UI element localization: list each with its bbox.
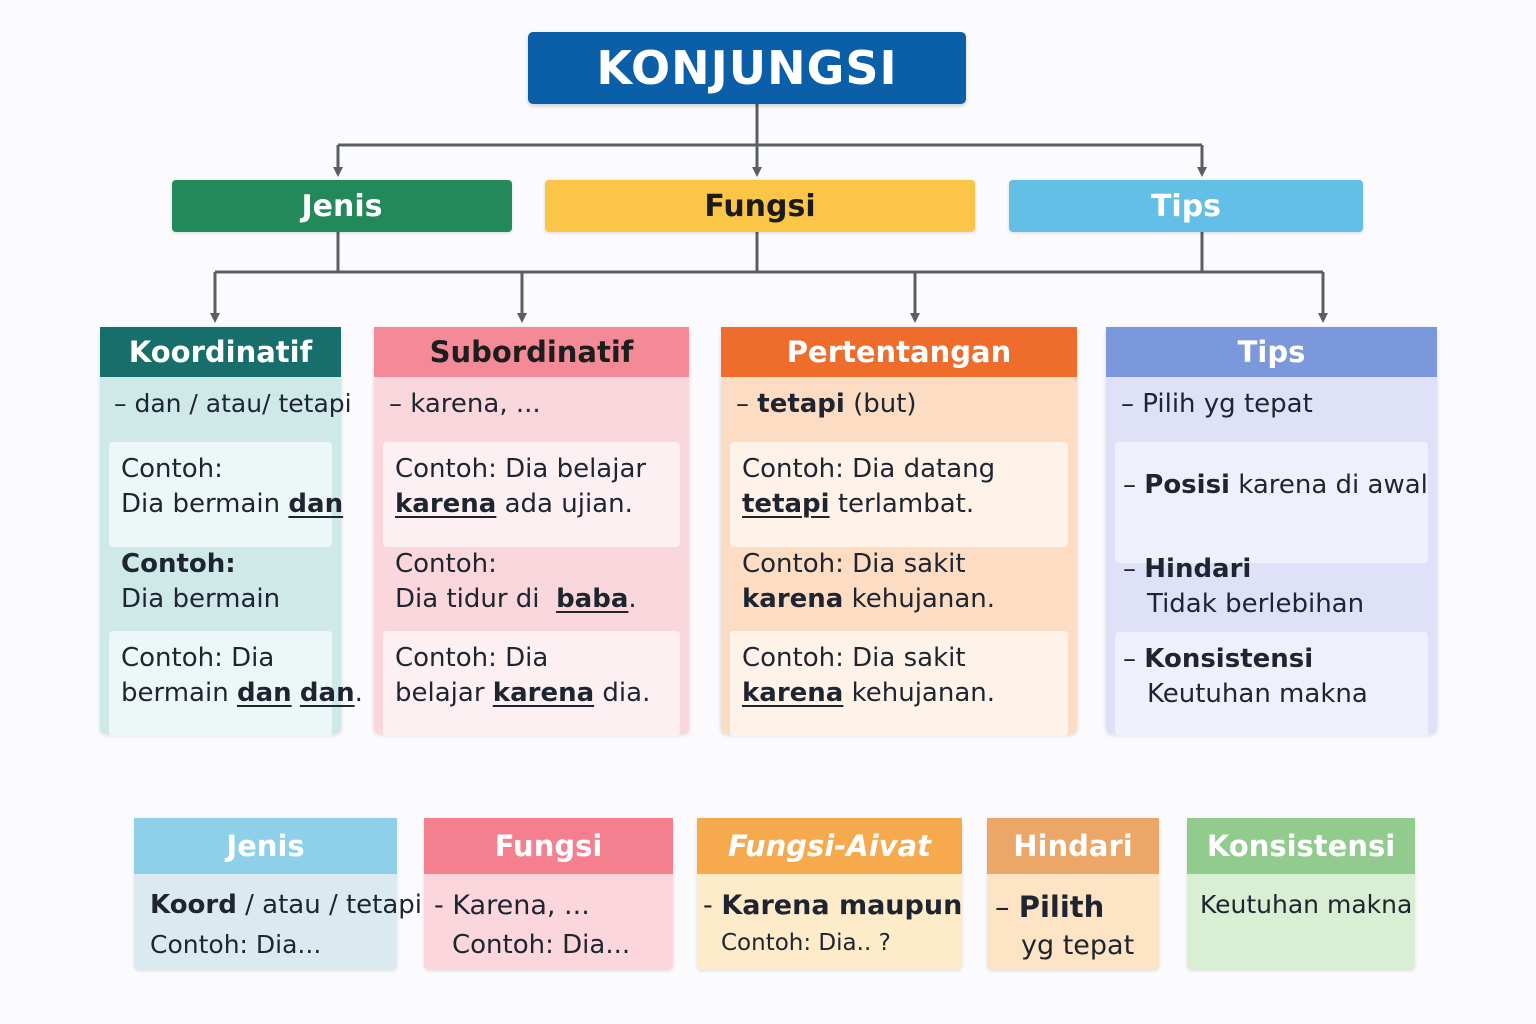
card-summary-line [736,389,1071,419]
card-heading: Subordinatif [374,327,689,377]
summary-heading: Fungsi [424,818,673,874]
summary-line [150,890,422,920]
card-summary-line: – karena, ... [389,389,541,419]
tip-text: Keutuhan makna [1147,679,1368,709]
example-text: belajar [395,678,493,708]
tip-text [1123,642,1416,677]
example-text: kehujanan. [843,584,996,614]
example-text [742,582,1056,617]
example-text: Contoh: Dia [395,643,549,673]
summary-text: / atau / tetapi [236,890,423,920]
card-summary-line: – dan / atau/ tetapi [114,389,352,418]
highlight-conjunction: dan [236,678,292,708]
highlight-conjunction: karena [742,678,844,708]
highlight-conjunction: tetapi [742,489,830,519]
example-text [395,487,668,522]
summary-line: Contoh: Dia... [150,930,322,959]
node-fungsi: Fungsi [545,180,975,232]
summary-card-konsistensi [1187,818,1415,970]
tip-text: Tidak berlebihan [1147,589,1365,619]
example-box [383,537,680,642]
highlight-conjunction: karena [742,584,844,614]
highlight-conjunction: baba [556,584,629,614]
example-box [730,442,1068,547]
card-heading: Koordinatif [100,327,341,377]
example-text: kehujanan. [843,678,996,708]
summary-line: - Karena, ... [434,890,590,921]
node-tips: Tips [1009,180,1363,232]
tip-text [1123,468,1428,503]
example-box [383,631,680,736]
tip-dash: – [1123,470,1145,500]
example-text: terlambat. [829,489,975,519]
node-jenis: Jenis [172,180,512,232]
summary-line: Contoh: Dia.. ? [721,930,891,956]
tip-keyword: Konsistensi [1144,644,1314,674]
summary-line [995,890,1104,924]
example-text: dia. [594,678,651,708]
card-pertentangan [721,327,1077,734]
summary-card-jenis [134,818,423,970]
card-tips [1106,327,1437,734]
summary-text: (but) [844,389,917,419]
tip-dash: – [1123,644,1145,674]
card-koordinatif [100,327,363,734]
summary-keyword: Koord [150,890,237,920]
card-heading: Tips [1106,327,1437,377]
page-title: KONJUNGSI [528,32,966,104]
highlight-conjunction: karena [395,489,497,519]
summary-keyword: Karena maupun [721,890,963,921]
tip-dash: – [1123,554,1145,584]
example-text: Contoh: Dia sakit [742,549,966,579]
summary-keyword: Pilith [1018,890,1105,924]
summary-line [703,890,962,921]
summary-text: - [703,890,722,921]
tip-box [1115,632,1428,736]
example-text [742,676,1056,711]
summary-text: – [995,890,1019,924]
example-text: . [628,584,637,614]
example-text: Contoh: [121,549,236,579]
highlight-conjunction: karena [492,678,595,708]
example-text: Dia bermain [121,584,281,614]
summary-text: – [736,389,758,419]
summary-line: Keutuhan makna [1200,890,1413,919]
example-text [742,487,1056,522]
example-text [395,582,668,617]
highlight-conjunction: dan [288,489,344,519]
summary-card-hindari [987,818,1159,970]
summary-line: yg tepat [1021,930,1135,961]
tip-text [1123,552,1416,587]
tip-keyword: Hindari [1144,554,1252,584]
example-text: ada ujian. [496,489,633,519]
example-text: Dia bermain [121,489,289,519]
example-text: . [354,678,363,708]
example-text: Contoh: [395,549,497,579]
example-text: Contoh: Dia belajar [395,454,647,484]
summary-line: Contoh: Dia... [452,930,631,960]
summary-card-fungsi-aivat [697,818,962,970]
card-summary-line: – Pilih yg tepat [1121,389,1313,419]
example-text: Dia tidur di [395,584,557,614]
example-box [383,442,680,547]
example-text: Contoh: Dia datang [742,454,996,484]
example-text: bermain [121,678,237,708]
example-text: Contoh: Dia [121,643,275,673]
summary-heading: Fungsi-Aivat [697,818,962,874]
example-text: Contoh: [121,454,223,484]
card-heading: Pertentangan [721,327,1077,377]
example-box [109,442,344,547]
highlight-conjunction: dan [299,678,355,708]
example-text [121,487,344,522]
example-text [395,676,668,711]
summary-heading: Konsistensi [1187,818,1415,874]
summary-heading: Hindari [987,818,1159,874]
summary-card-fungsi [424,818,673,970]
summary-heading: Jenis [134,818,397,874]
summary-keyword: tetapi [757,389,845,419]
example-box [109,537,332,642]
card-subordinatif [374,327,689,734]
example-text [121,676,363,711]
example-box [730,631,1068,736]
example-box [109,631,363,736]
tip-keyword: Posisi [1144,470,1230,500]
tip-text: karena di awal [1229,470,1428,500]
example-box [730,537,1068,642]
example-text: Contoh: Dia sakit [742,643,966,673]
